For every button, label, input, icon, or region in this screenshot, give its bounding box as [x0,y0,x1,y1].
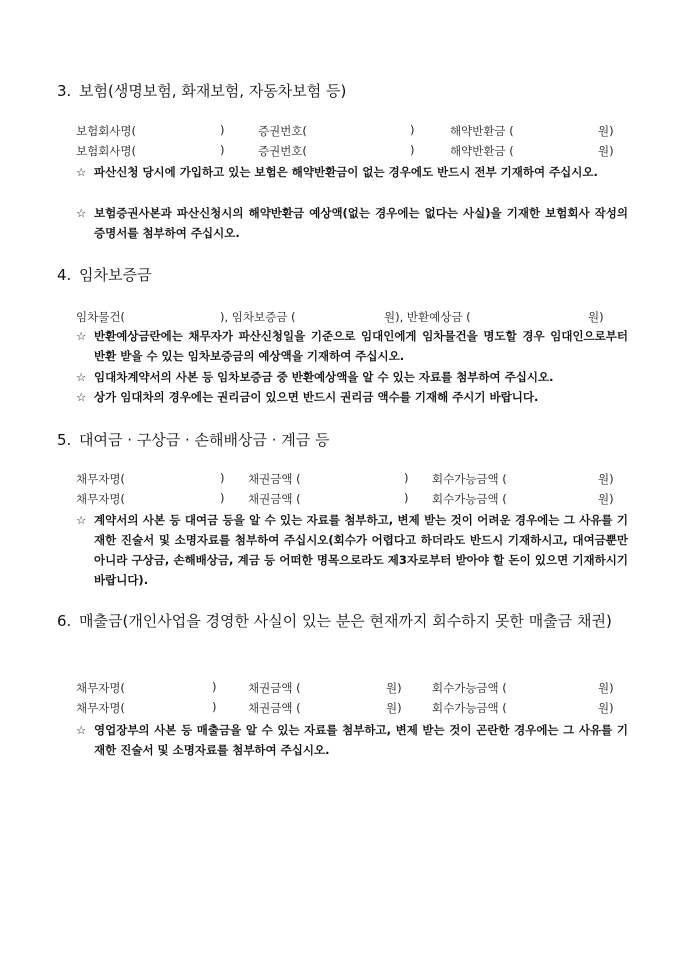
debtor-name-label: 채무자명( [76,681,125,695]
section-4-note-1 [76,326,628,366]
section-3-heading [57,80,346,101]
claim-amount-close: ) [404,491,409,505]
section-title: 보험(생명보험, 화재보험, 자동차보험 등) [79,82,347,100]
claim-amount-label: 채권금액 ( [248,701,301,715]
insurer-name-label: 보험회사명( [76,144,137,158]
section-5-heading [57,429,330,450]
section-number: 3. [57,82,72,100]
section-6-heading [57,610,627,632]
section-title: 매출금(개인사업을 경영한 사실이 있는 분은 현재까지 회수하지 못한 매출금 채권) [79,612,612,630]
note-text: 파산신청 당시에 가입하고 있는 보험은 해약반환금이 없는 경우에도 반드시 전부 기재하여 주십시오. [94,165,598,179]
section-4-note-2 [76,367,628,387]
star-bullet-icon: ☆ [76,390,87,404]
claim-amount-label: 채권금액 ( [248,681,301,695]
star-bullet-icon: ☆ [76,723,87,737]
claim-amount-label: 채권금액 ( [248,472,301,486]
star-bullet-icon: ☆ [76,165,87,179]
claim-amount-close: ) [404,471,409,485]
recoverable-amount-close: 원) [598,681,614,695]
lease-deposit-label: ), 임차보증금 ( [220,310,296,324]
section-5-note-1 [76,510,628,590]
recoverable-amount-label: 회수가능금액 ( [432,472,507,486]
debtor-name-label: 채무자명( [76,492,125,506]
claim-amount-close: 원) [386,701,402,715]
expected-return-close: 원) [588,310,604,324]
insurer-name-close: ) [220,123,225,137]
surrender-value-label: 해약반환금 ( [450,144,514,158]
recoverable-amount-close: 원) [598,472,614,486]
star-bullet-icon: ☆ [76,329,87,343]
section-title: 대여금 · 구상금 · 손해배상금 · 계금 등 [79,431,330,449]
section-4-note-3 [76,387,628,407]
insurer-name-label: 보험회사명( [76,124,137,138]
note-text: 영업장부의 사본 등 매출금을 알 수 있는 자료를 첨부하고, 변제 받는 것이 곤란한 경우에는 그 사유를 기재한 진술서 및 소명자료를 첨부하여 주십시오. [94,723,628,757]
debtor-name-close: ) [212,700,217,714]
section-number: 4. [57,266,72,284]
section-3-note-1 [76,162,628,182]
section-6-note-1 [76,720,628,760]
surrender-value-close: 원) [598,144,614,158]
note-text: 계약서의 사본 등 대여금 등을 알 수 있는 자료를 첨부하고, 변제 받는 것이 어려운 경우에는 그 사유를 기재한 진술서 및 소명자료를 첨부하여 주십시오(회수가 어렵다고 하더라도 반드시 기재하시고, 대여금뿐만 아니라 구상금, 손해배상금, 계금 등 어떠한 명목으로라도 제3자로부터 받아야 할 돈이 있으면 기재하시기 바랍니다). [94,513,628,587]
debtor-name-close: ) [220,491,225,505]
recoverable-amount-label: 회수가능금액 ( [432,701,507,715]
recoverable-amount-label: 회수가능금액 ( [432,492,507,506]
recoverable-amount-close: 원) [598,701,614,715]
claim-amount-label: 채권금액 ( [248,492,301,506]
policy-number-close: ) [410,123,415,137]
claim-amount-close: 원) [386,681,402,695]
insurer-name-close: ) [220,143,225,157]
recoverable-amount-close: 원) [598,492,614,506]
note-text: 반환예상금란에는 채무자가 파산신청일을 기준으로 임대인에게 임차물건을 명도할 경우 임대인으로부터 반환 받을 수 있는 임차보증금의 예상액을 기재하여 주십시오. [94,329,628,363]
leased-property-label: 임차물건( [76,310,125,324]
surrender-value-close: 원) [598,124,614,138]
policy-number-label: 증권번호( [258,144,307,158]
star-bullet-icon: ☆ [76,513,87,527]
debtor-name-close: ) [220,471,225,485]
section-4-heading [57,264,151,285]
section-number: 6. [57,612,72,630]
note-text: 보험증권사본과 파산신청시의 해약반환금 예상액(없는 경우에는 없다는 사실)을 기재한 보험회사 작성의 증명서를 첨부하여 주십시오. [94,206,628,240]
section-3-note-2 [76,203,628,243]
debtor-name-label: 채무자명( [76,472,125,486]
star-bullet-icon: ☆ [76,370,87,384]
policy-number-label: 증권번호( [258,124,307,138]
note-text: 상가 임대차의 경우에는 권리금이 있으면 반드시 권리금 액수를 기재해 주시기 바랍니다. [94,390,539,404]
note-text: 임대차계약서의 사본 등 임차보증금 중 반환예상액을 알 수 있는 자료를 첨부하여 주십시오. [94,370,554,384]
section-title: 임차보증금 [79,266,152,284]
surrender-value-label: 해약반환금 ( [450,124,514,138]
star-bullet-icon: ☆ [76,206,87,220]
recoverable-amount-label: 회수가능금액 ( [432,681,507,695]
expected-return-label: 원), 반환예상금 ( [384,310,471,324]
debtor-name-label: 채무자명( [76,701,125,715]
policy-number-close: ) [410,143,415,157]
debtor-name-close: ) [212,680,217,694]
section-number: 5. [57,431,72,449]
